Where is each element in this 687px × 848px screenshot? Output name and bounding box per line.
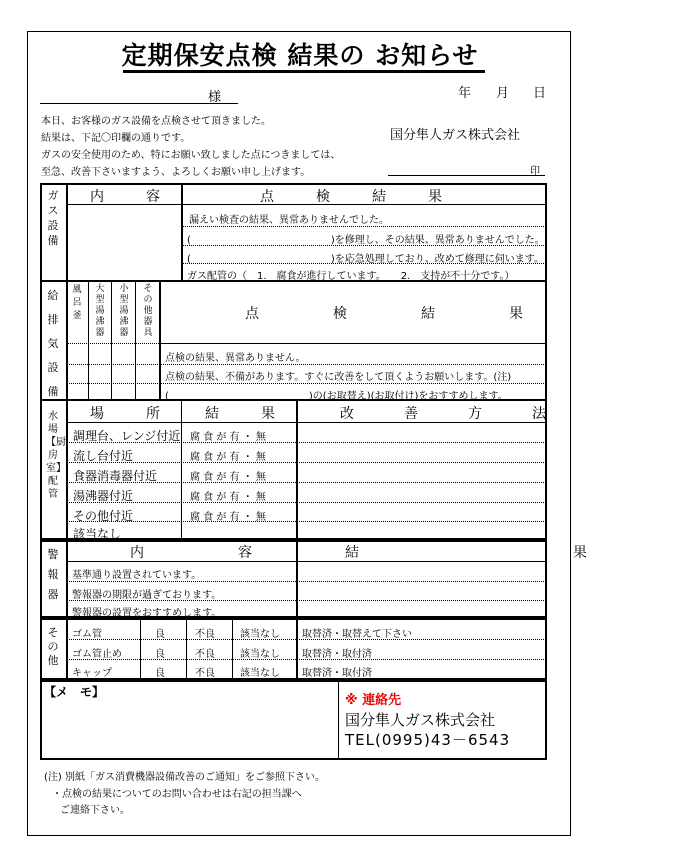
alarm-row-3: 警報器の設置をおすすめします。 bbox=[72, 608, 222, 619]
other-item-2: ゴム管止め bbox=[72, 649, 122, 660]
note-3: ご連絡下さい。 bbox=[60, 805, 130, 816]
other-item-3: キャップ bbox=[72, 668, 112, 679]
other-bad-1: 不良 bbox=[195, 629, 215, 640]
mizuba-result-1: 腐 食 が 有 ・ 無 bbox=[190, 432, 266, 443]
alarm-col-content: 内 容 bbox=[130, 545, 292, 561]
mizuba-result-3: 腐 食 が 有 ・ 無 bbox=[190, 472, 266, 483]
alarm-row-1: 基準通り設置されています。 bbox=[72, 570, 202, 581]
title-underline bbox=[123, 70, 485, 73]
kyuhai-col-small: 小型湯沸器 bbox=[119, 284, 129, 338]
mizuba-place-6: 該当なし bbox=[73, 527, 122, 541]
kyuhai-row-3: ( )の(お取替え)(お取付け)をおすすめします。 bbox=[165, 391, 508, 402]
other-bad-3: 不良 bbox=[195, 668, 215, 679]
other-good-1: 良 bbox=[155, 629, 165, 640]
alarm-row-2: 警報器の期限が過ぎております。 bbox=[72, 590, 222, 601]
mizuba-result-4: 腐 食 が 有 ・ 無 bbox=[190, 492, 266, 503]
gas-row-2: ( )を修理し、その結果、異常ありませんでした。 bbox=[187, 235, 545, 246]
contact-company: 国分隼人ガス株式会社 bbox=[345, 711, 496, 729]
gas-side-label: ガス設備 bbox=[47, 189, 59, 247]
intro-line-2: 結果は、下記〇印欄の通りです。 bbox=[41, 133, 191, 144]
other-action-2: 取替済・取付済 bbox=[302, 649, 372, 660]
mizuba-col-improve: 改 善 方 法 bbox=[340, 406, 564, 422]
contact-label: ※ 連絡先 bbox=[345, 693, 402, 708]
seal-line bbox=[388, 175, 545, 176]
mizuba-place-3: 食器消毒器付近 bbox=[73, 469, 158, 483]
other-item-1: ゴム管 bbox=[72, 629, 102, 640]
date-year: 年 bbox=[458, 86, 472, 101]
kyuhai-col-furo: 風呂釜 bbox=[72, 285, 82, 321]
other-good-2: 良 bbox=[155, 649, 165, 660]
kyuhai-row-1: 点検の結果、異常ありません。 bbox=[165, 353, 306, 364]
intro-line-3: ガスの安全使用のため、特にお願い致しました点につきましては、 bbox=[41, 150, 341, 161]
gas-row-4: ガス配管の（ 1. 腐食が進行しています。 2. 支持が不十分です。） bbox=[187, 271, 515, 282]
kyuhai-result-header: 点 検 結 果 bbox=[245, 306, 553, 322]
mizuba-result-5: 腐 食 が 有 ・ 無 bbox=[190, 512, 266, 523]
seal-mark: 印 bbox=[530, 166, 540, 177]
mizuba-col-place: 場 所 bbox=[90, 406, 174, 422]
kyuhai-col-other: その他器具 bbox=[143, 284, 153, 338]
mizuba-side-label: 水場【厨房室】配管 bbox=[46, 411, 66, 500]
other-na-1: 該当なし bbox=[240, 629, 280, 640]
other-action-3: 取替済・取付済 bbox=[302, 668, 372, 679]
mizuba-place-1: 調理台、レンジ付近 bbox=[73, 429, 181, 443]
mizuba-place-5: その他付近 bbox=[73, 509, 134, 523]
mizuba-place-4: 湯沸器付近 bbox=[73, 489, 134, 503]
sama-label: 様 bbox=[208, 90, 222, 105]
other-side-label: その他 bbox=[47, 626, 59, 667]
alarm-col-result: 結 果 bbox=[345, 545, 687, 561]
date-month: 月 bbox=[496, 86, 510, 101]
name-line bbox=[40, 103, 238, 104]
mizuba-col-result: 結 果 bbox=[205, 406, 289, 422]
date-day: 日 bbox=[533, 86, 547, 101]
memo-label: 【メ モ】 bbox=[44, 685, 105, 699]
kyuhai-side-label: 給排気設備 bbox=[47, 289, 59, 398]
note-1: (注) 別紙「ガス消費機器設備改善のご通知」をご参照下さい。 bbox=[44, 772, 325, 783]
intro-line-1: 本日、お客様のガス設備を点検させて頂きました。 bbox=[41, 116, 271, 127]
contact-tel: TEL(0995)43－6543 bbox=[345, 731, 511, 749]
mizuba-place-2: 流し台付近 bbox=[73, 449, 134, 463]
kyuhai-col-large: 大型湯沸器 bbox=[95, 284, 105, 338]
gas-col-result: 点 検 結 果 bbox=[260, 189, 456, 205]
mizuba-result-2: 腐 食 が 有 ・ 無 bbox=[190, 452, 266, 463]
other-good-3: 良 bbox=[155, 668, 165, 679]
other-na-3: 該当なし bbox=[240, 668, 280, 679]
kyuhai-row-2: 点検の結果、不備があります。すぐに改善をして頂くようお願いします。(注) bbox=[165, 372, 512, 383]
note-2: ・点検の結果についてのお問い合わせは右記の担当課へ bbox=[52, 789, 302, 800]
gas-row-3: ( )を応急処理しており、改めて修理に伺います。 bbox=[187, 254, 545, 265]
header-company: 国分隼人ガス株式会社 bbox=[390, 128, 521, 143]
gas-row-1: 漏えい検査の結果、異常ありませんでした。 bbox=[189, 215, 389, 226]
gas-col-content: 内 容 bbox=[90, 189, 174, 205]
other-na-2: 該当なし bbox=[240, 649, 280, 660]
intro-line-4: 至急、改善下さいますよう、よろしくお願い申し上げます。 bbox=[41, 167, 311, 178]
alarm-side-label: 警報器 bbox=[47, 548, 59, 601]
other-bad-2: 不良 bbox=[195, 649, 215, 660]
other-action-1: 取替済・取替えて下さい bbox=[302, 629, 412, 640]
page-title: 定期保安点検 結果の お知らせ bbox=[121, 41, 479, 70]
